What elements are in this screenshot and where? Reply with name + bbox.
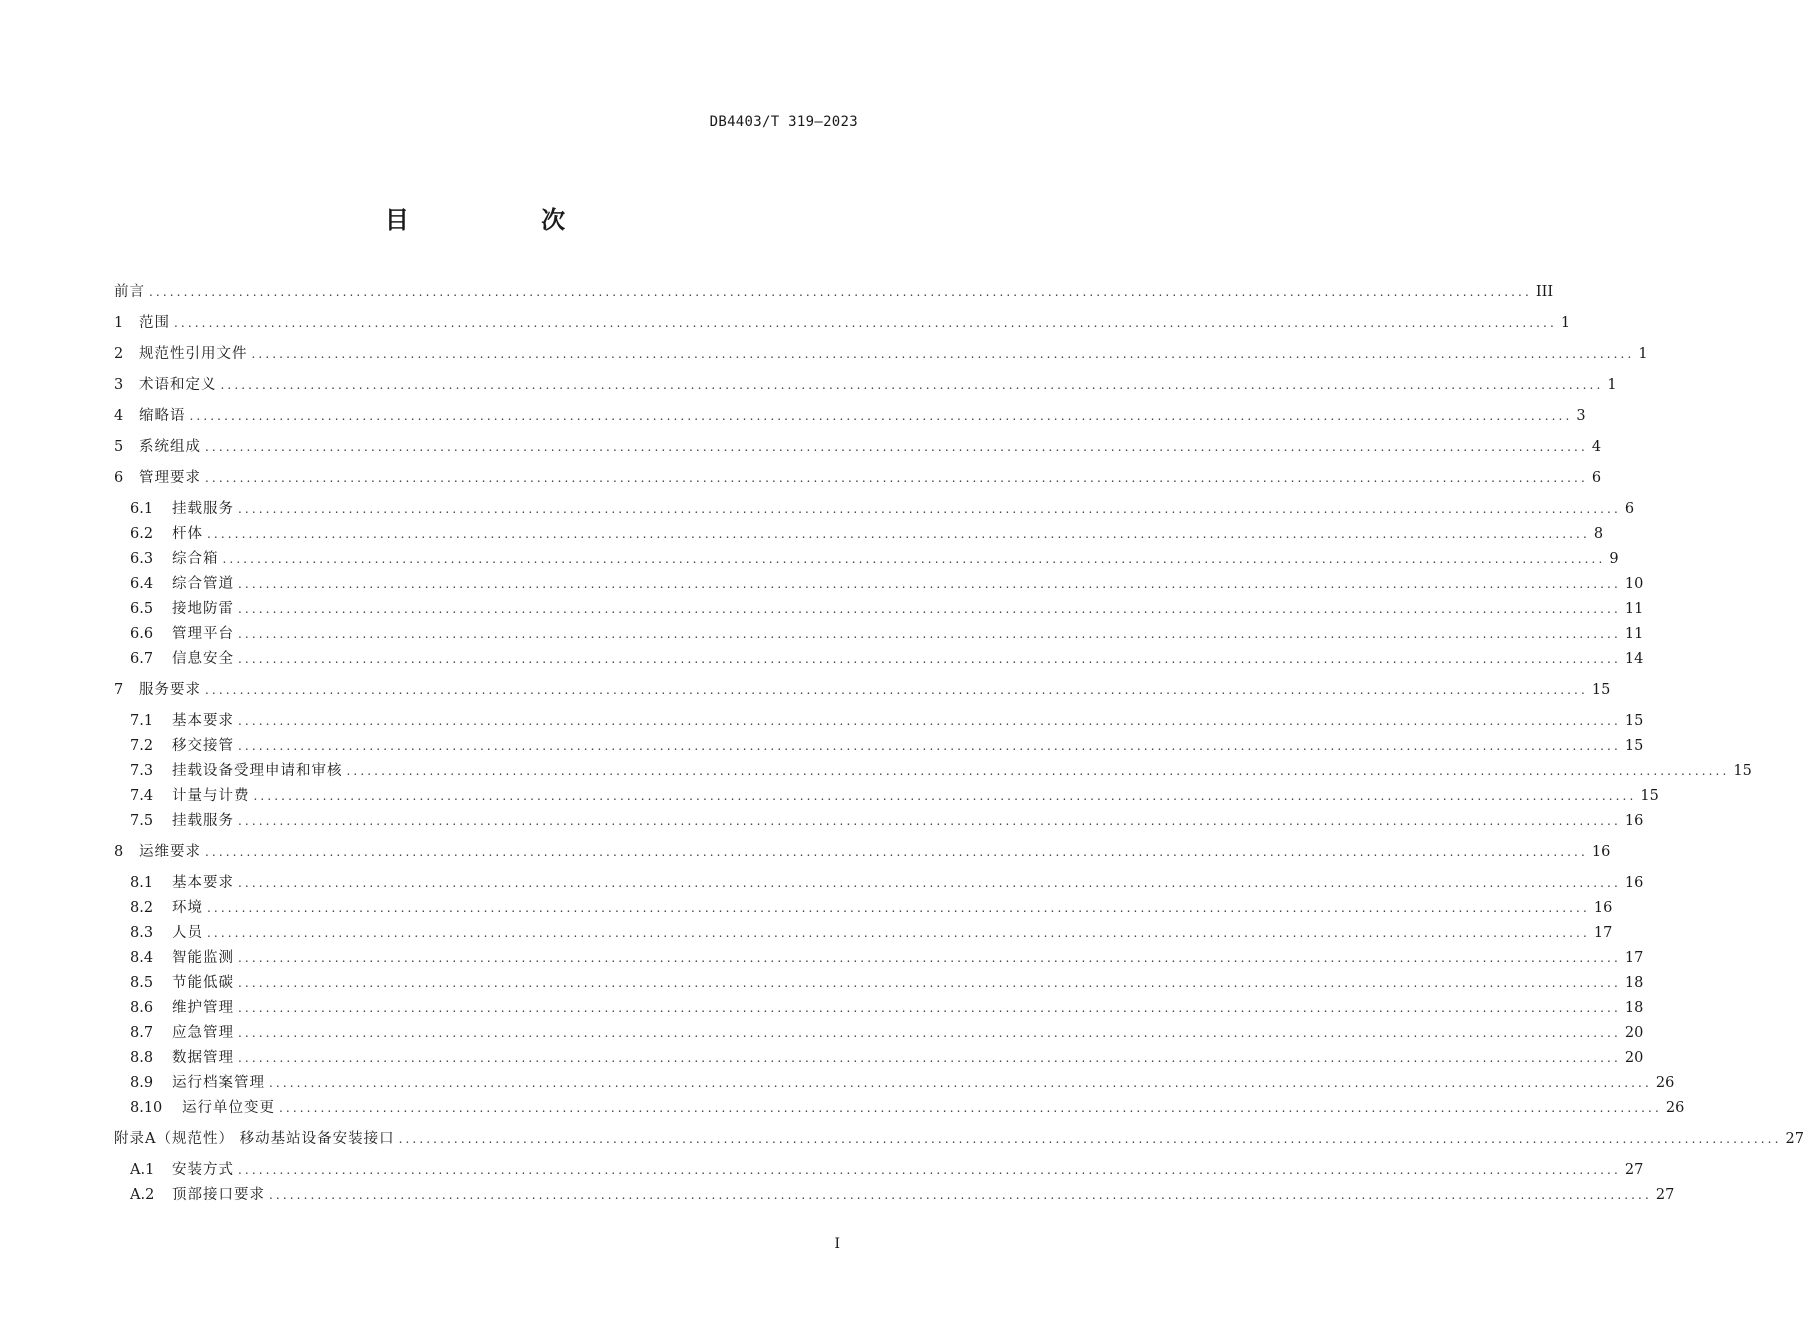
toc-entry[interactable] xyxy=(130,996,1644,1020)
toc-leader-dots: ........................................................................................................................................................................................................ xyxy=(238,714,1621,728)
toc-entry-title: 综合箱 xyxy=(172,551,219,567)
toc-entry-number: A.2 xyxy=(130,1187,155,1203)
toc-entry-page: 17 xyxy=(1624,950,1644,966)
toc-entry-title: 挂载服务 xyxy=(172,501,234,517)
toc-entry-page: 20 xyxy=(1624,1025,1644,1041)
toc-entry[interactable] xyxy=(130,921,1613,945)
toc-entry-number: A.1 xyxy=(130,1162,155,1178)
toc-entry-number: 8.8 xyxy=(130,1050,154,1066)
toc-entry-page: 1 xyxy=(1607,377,1617,393)
toc-entry-number: 1 xyxy=(114,315,124,331)
toc-leader-dots: ........................................................................................................................................................................................................ xyxy=(269,1188,1652,1202)
toc-entry-page: 18 xyxy=(1624,1000,1644,1016)
toc-entry-number: 7 xyxy=(114,682,124,698)
toc-entry[interactable] xyxy=(130,1183,1675,1207)
toc-entry-number: 8.6 xyxy=(130,1000,154,1016)
toc-entry-page: 11 xyxy=(1624,626,1644,642)
toc-entry-number: 8.10 xyxy=(130,1100,163,1116)
toc-leader-dots: ........................................................................................................................................................................................................ xyxy=(346,764,1730,778)
toc-entry-number: 7.1 xyxy=(130,713,154,729)
toc-entry[interactable] xyxy=(130,547,1619,571)
toc-leader-dots: ........................................................................................................................................................................................................ xyxy=(174,316,1557,330)
toc-entry-title: 信息安全 xyxy=(172,651,234,667)
toc-entry-page: 6 xyxy=(1624,501,1635,517)
toc-entry-page: 10 xyxy=(1624,576,1644,592)
toc-entry[interactable] xyxy=(130,597,1644,621)
toc-entry-number: 7.5 xyxy=(130,813,154,829)
toc-entry-number: 6.7 xyxy=(130,651,154,667)
toc-entry-number: 5 xyxy=(114,439,124,455)
toc-entry-title: 挂载设备受理申请和审核 xyxy=(172,763,343,779)
toc-leader-dots: ........................................................................................................................................................................................................ xyxy=(207,901,1590,915)
toc-entry-number: 8.1 xyxy=(130,875,154,891)
toc-leader-dots: ........................................................................................................................................................................................................ xyxy=(205,845,1588,859)
toc-entry-page: 8 xyxy=(1593,526,1604,542)
toc-entry-page: 4 xyxy=(1591,439,1602,455)
toc-entry-title: 综合管道 xyxy=(172,576,234,592)
toc-entry-title: 人员 xyxy=(172,925,203,941)
toc-entry[interactable] xyxy=(130,522,1604,546)
toc-leader-dots: ........................................................................................................................................................................................................ xyxy=(189,409,1573,423)
toc-entry-page: 15 xyxy=(1624,713,1644,729)
toc-entry-title: 基本要求 xyxy=(172,875,234,891)
toc-entry-number: 6.3 xyxy=(130,551,154,567)
toc-entry[interactable] xyxy=(114,373,1617,397)
toc-entry[interactable] xyxy=(130,871,1644,895)
toc-entry-title: 运行档案管理 xyxy=(172,1075,265,1091)
toc-entry[interactable] xyxy=(130,759,1752,783)
toc-entry-page: 15 xyxy=(1640,788,1659,804)
toc-entry[interactable] xyxy=(130,572,1644,596)
toc-entry[interactable] xyxy=(114,280,1554,304)
toc-entry-number: 6.4 xyxy=(130,576,154,592)
toc-entry-title: 运行单位变更 xyxy=(182,1100,275,1116)
toc-entry-number: 8.9 xyxy=(130,1075,154,1091)
toc-entry-page: 15 xyxy=(1733,763,1752,779)
toc-entry[interactable] xyxy=(130,647,1644,671)
toc-entry-page: 16 xyxy=(1591,844,1611,860)
toc-leader-dots: ........................................................................................................................................................................................................ xyxy=(253,789,1637,803)
toc-entry-number: 4 xyxy=(114,408,124,424)
toc-entry[interactable] xyxy=(114,1127,1804,1151)
toc-entry[interactable] xyxy=(130,1096,1685,1120)
toc-entry-title: 智能监测 xyxy=(172,950,234,966)
toc-entry[interactable] xyxy=(130,622,1644,646)
toc-entry-page: 16 xyxy=(1624,813,1644,829)
toc-entry-number: 8.3 xyxy=(130,925,154,941)
toc-entry-number: 8.2 xyxy=(130,900,154,916)
toc-entry-title: 维护管理 xyxy=(172,1000,234,1016)
toc-entry[interactable] xyxy=(130,709,1644,733)
toc-entry-number: 8.5 xyxy=(130,975,154,991)
toc-entry-title: 管理要求 xyxy=(139,470,201,486)
toc-entry-title: 运维要求 xyxy=(139,844,201,860)
toc-leader-dots: ........................................................................................................................................................................................................ xyxy=(222,552,1606,566)
toc-entry-title: 安装方式 xyxy=(172,1162,234,1178)
toc-leader-dots: ........................................................................................................................................................................................................ xyxy=(205,683,1588,697)
toc-leader-dots: ........................................................................................................................................................................................................ xyxy=(269,1076,1652,1090)
toc-leader-dots: ........................................................................................................................................................................................................ xyxy=(207,926,1590,940)
toc-entry-title: 规范性引用文件 xyxy=(139,346,248,362)
toc-leader-dots: ........................................................................................................................................................................................................ xyxy=(238,876,1621,890)
toc-entry[interactable] xyxy=(130,1071,1675,1095)
toc-entry-number: 6.5 xyxy=(130,601,154,617)
toc-entry[interactable] xyxy=(130,1158,1644,1182)
toc-entry[interactable] xyxy=(130,971,1644,995)
toc-entry-title: 接地防雷 xyxy=(172,601,234,617)
toc-entry-page: 17 xyxy=(1593,925,1613,941)
toc-entry-title: 前言 xyxy=(114,284,145,300)
toc-entry-title: 附录A（规范性） 移动基站设备安装接口 xyxy=(114,1131,395,1147)
toc-entry-number: 3 xyxy=(114,377,124,393)
toc-entry-number: 6 xyxy=(114,470,124,486)
toc-entry-title: 节能低碳 xyxy=(172,975,234,991)
toc-entry-page: III xyxy=(1535,284,1554,300)
toc-entry[interactable] xyxy=(130,946,1644,970)
toc-entry-number: 7.4 xyxy=(130,788,154,804)
toc-entry[interactable] xyxy=(114,435,1602,459)
toc-entry-page: 20 xyxy=(1624,1050,1644,1066)
toc-entry[interactable] xyxy=(130,784,1659,808)
toc-leader-dots: ........................................................................................................................................................................................................ xyxy=(205,440,1588,454)
toc-entry-page: 16 xyxy=(1624,875,1644,891)
toc-leader-dots: ........................................................................................................................................................................................................ xyxy=(238,502,1621,516)
toc-entry[interactable] xyxy=(130,1021,1644,1045)
toc-leader-dots: ........................................................................................................................................................................................................ xyxy=(238,1051,1621,1065)
toc-entry-number: 8.7 xyxy=(130,1025,154,1041)
toc-entry[interactable] xyxy=(114,678,1611,702)
toc-leader-dots: ........................................................................................................................................................................................................ xyxy=(238,577,1621,591)
toc-entry-title: 基本要求 xyxy=(172,713,234,729)
toc-entry-title: 服务要求 xyxy=(139,682,201,698)
toc-leader-dots: ........................................................................................................................................................................................................ xyxy=(238,814,1621,828)
toc-entry[interactable] xyxy=(130,896,1613,920)
toc-entry-number: 2 xyxy=(114,346,124,362)
toc-entry-title: 顶部接口要求 xyxy=(172,1187,265,1203)
toc-leader-dots: ........................................................................................................................................................................................................ xyxy=(238,1001,1621,1015)
toc-entry-page: 15 xyxy=(1591,682,1611,698)
toc-entry-title: 管理平台 xyxy=(172,626,234,642)
toc-entry-title: 缩略语 xyxy=(139,408,186,424)
toc-entry-page: 26 xyxy=(1655,1075,1675,1091)
toc-entry[interactable] xyxy=(130,1046,1644,1070)
toc-entry[interactable] xyxy=(114,466,1602,490)
toc-entry-title: 应急管理 xyxy=(172,1025,234,1041)
toc-leader-dots: ........................................................................................................................................................................................................ xyxy=(238,1026,1621,1040)
toc-entry-number: 6.6 xyxy=(130,626,154,642)
toc-entry-title: 环境 xyxy=(172,900,203,916)
toc-entry-title: 系统组成 xyxy=(139,439,201,455)
toc-entry-page: 1 xyxy=(1638,346,1648,362)
toc-entry-page: 1 xyxy=(1560,315,1571,331)
toc-entry[interactable] xyxy=(114,404,1586,428)
toc-entry[interactable] xyxy=(114,311,1571,335)
toc-leader-dots: ........................................................................................................................................................................................................ xyxy=(205,471,1588,485)
toc-leader-dots: ........................................................................................................................................................................................................ xyxy=(238,627,1621,641)
toc-entry-page: 3 xyxy=(1576,408,1586,424)
toc-leader-dots: ........................................................................................................................................................................................................ xyxy=(238,602,1621,616)
toc-entry[interactable] xyxy=(130,734,1644,758)
toc-entry-title: 杆体 xyxy=(172,526,203,542)
toc-leader-dots: ........................................................................................................................................................................................................ xyxy=(207,527,1590,541)
toc-entry-number: 8 xyxy=(114,844,124,860)
toc-entry-page: 18 xyxy=(1624,975,1644,991)
document-code: DB4403/T 319—2023 xyxy=(709,114,858,130)
toc-entry-title: 挂载服务 xyxy=(172,813,234,829)
toc-entry-page: 27 xyxy=(1624,1162,1644,1178)
toc-entry-number: 7.3 xyxy=(130,763,154,779)
toc-entry-page: 16 xyxy=(1593,900,1613,916)
toc-entry[interactable] xyxy=(114,840,1611,864)
toc-entry[interactable] xyxy=(114,342,1648,366)
toc-leader-dots: ........................................................................................................................................................................................................ xyxy=(398,1132,1782,1146)
toc-entry-page: 11 xyxy=(1624,601,1644,617)
toc-entry-page: 26 xyxy=(1665,1100,1685,1116)
toc-leader-dots: ........................................................................................................................................................................................................ xyxy=(238,1163,1621,1177)
toc-leader-dots: ........................................................................................................................................................................................................ xyxy=(238,951,1621,965)
toc-leader-dots: ........................................................................................................................................................................................................ xyxy=(238,652,1621,666)
toc-entry-page: 6 xyxy=(1591,470,1602,486)
toc-leader-dots: ........................................................................................................................................................................................................ xyxy=(220,378,1604,392)
toc-entry-title: 术语和定义 xyxy=(139,377,217,393)
toc-leader-dots: ........................................................................................................................................................................................................ xyxy=(238,739,1621,753)
toc-entry-title: 范围 xyxy=(139,315,170,331)
toc-entry-number: 8.4 xyxy=(130,950,154,966)
toc-entry-number: 6.2 xyxy=(130,526,154,542)
page-title: 目 次 xyxy=(384,206,628,234)
toc-leader-dots: ........................................................................................................................................................................................................ xyxy=(251,347,1635,361)
toc-entry-page: 27 xyxy=(1785,1131,1804,1147)
page-number: I xyxy=(834,1236,840,1252)
toc-entry-page: 27 xyxy=(1655,1187,1675,1203)
toc-entry-title: 计量与计费 xyxy=(172,788,250,804)
toc-entry-page: 15 xyxy=(1624,738,1644,754)
toc-entry-page: 9 xyxy=(1609,551,1619,567)
toc-entry-number: 6.1 xyxy=(130,501,154,517)
toc-entry-title: 数据管理 xyxy=(172,1050,234,1066)
toc-entry-title: 移交接管 xyxy=(172,738,234,754)
toc-entry-page: 14 xyxy=(1624,651,1644,667)
toc-leader-dots: ........................................................................................................................................................................................................ xyxy=(149,285,1532,299)
toc-entry-number: 7.2 xyxy=(130,738,154,754)
toc-leader-dots: ........................................................................................................................................................................................................ xyxy=(238,976,1621,990)
toc-entry[interactable] xyxy=(130,809,1644,833)
toc-entry[interactable] xyxy=(130,497,1635,521)
toc-leader-dots: ........................................................................................................................................................................................................ xyxy=(279,1101,1662,1115)
